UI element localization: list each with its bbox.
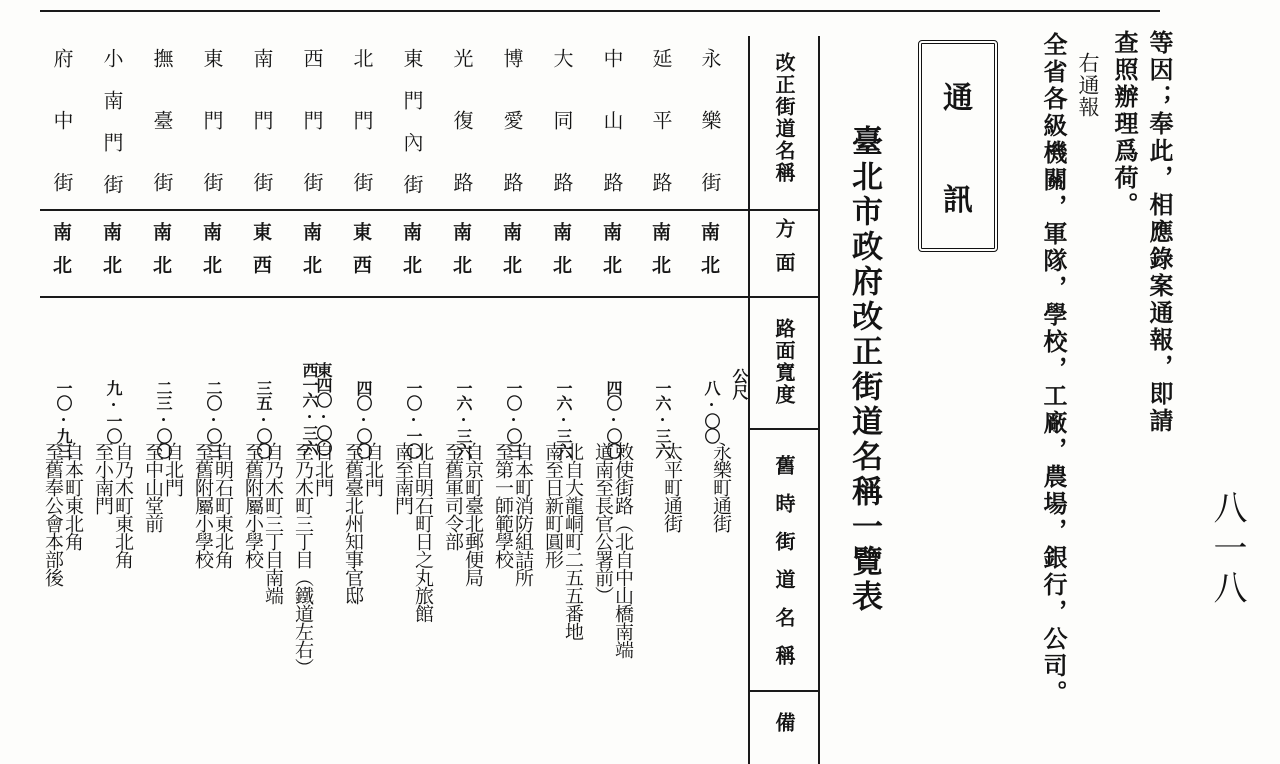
row-old-name: 自乃木町東北角 [112,442,134,568]
row-street-name: 東門內街 [400,48,424,216]
header-street-name: 改正街道名稱 [772,52,796,184]
row-old-name: 自本町消防組詰所 [512,442,534,586]
row-direction: 南北 [200,222,222,288]
row-direction: 南北 [550,222,572,288]
row-old-name: 至舊臺北州知事官邸 [342,442,364,604]
badge-char-2: 訊 [943,183,973,218]
row-direction: 南北 [450,222,472,288]
row-width-part: 東四〇·〇〇 [314,362,333,455]
row-width: 二〇·〇三 [204,380,223,458]
notice-line-2: 查照辦理爲荷。 [1110,30,1139,219]
row-divider-3 [748,428,818,430]
row-old-name: 至中山堂前 [142,442,164,532]
page-number: 八一八 [1207,490,1247,610]
row-street-name: 東門街 [200,48,224,234]
row-direction: 南北 [150,222,172,288]
row-street-name: 北門街 [350,48,374,234]
row-old-name: 自北門 [162,442,184,496]
row-street-name: 西門街 [300,48,324,234]
notice-line-1: 等因；奉此，相應錄案通報，即請 [1145,30,1174,435]
row-width: 三五·〇〇 [254,380,273,458]
row-width: 一〇·〇三 [504,380,523,458]
row-divider-4 [748,690,818,692]
row-street-name: 府中街 [50,48,74,234]
row-street-name: 撫臺街 [150,48,174,234]
row-old-name: 自乃木町三丁目南端 [262,442,284,604]
row-direction: 南北 [500,222,522,288]
row-width: 二三·〇〇 [154,380,173,458]
notice-line-3: 右通報 [1076,52,1100,118]
row-old-name: 敕使街路（北自中山橋南端 [612,442,634,658]
table-right-border [818,36,820,764]
row-divider-2 [40,296,818,298]
row-street-name: 延平路 [649,48,673,234]
notice-line-4: 全省各級機關，軍隊，學校，工廠，農場，銀行，公司。 [1039,32,1068,707]
page-top-rule [40,10,1160,12]
row-old-name: 至第一師範學校 [492,442,514,568]
row-width: 一六·三六 [454,380,473,458]
row-street-name: 光復路 [450,48,474,234]
row-direction: 南北 [698,222,720,288]
row-old-name: 南至日新町圓形 [542,442,564,568]
row-old-name: 北自明石町日之丸旅館 [412,442,434,622]
row-direction: 南北 [300,222,322,288]
row-width: 一〇·一〇 [404,380,423,458]
row-old-name: 自北門 [312,442,334,496]
header-direction: 方面 [772,218,796,286]
row-old-name: 至舊奉公會本部後 [42,442,64,586]
row-direction: 南北 [100,222,122,288]
row-street-name: 南門街 [250,48,274,234]
row-street-name: 中山路 [600,48,624,234]
row-street-name: 博愛路 [500,48,524,234]
row-old-name: 自京町臺北郵便局 [462,442,484,586]
row-old-name: 太平町通街 [661,442,683,532]
row-old-name: 南至南門 [392,442,414,514]
row-street-name: 永樂街 [698,48,722,234]
row-direction: 東西 [350,222,372,288]
width-unit-label: 公尺 [730,368,749,400]
row-old-name: 北自大龍峒町二五五番地 [562,442,584,640]
notice-badge [918,40,998,252]
row-direction: 東西 [250,222,272,288]
row-direction: 南北 [400,222,422,288]
row-old-name: 永樂町通街 [710,442,732,532]
row-old-name: 至小南門 [92,442,114,514]
badge-char-1: 通 [943,81,973,116]
row-old-name: 道南至長官公署前） [592,442,614,604]
row-width-part: 西一六·三六 [300,362,319,455]
row-width: 一〇·九三 [54,380,73,458]
row-street-name: 小南門街 [100,48,124,216]
row-width: 四〇·〇〇 [604,380,623,458]
row-old-name: 自明石町東北角 [212,442,234,568]
row-street-name: 大同路 [550,48,574,234]
row-direction: 南北 [50,222,72,288]
row-width: 九·一〇 [104,380,123,443]
row-old-name: 至舊附屬小學校 [242,442,264,568]
row-old-name: 至乃木町三丁目（鐵道左右） [292,442,314,676]
row-old-name: 自本町東北角 [62,442,84,550]
row-width: 一六·三六 [653,380,672,458]
row-width: 四〇·〇〇 [354,380,373,458]
row-direction: 南北 [649,222,671,288]
row-old-name: 自北門 [362,442,384,496]
table-title: 臺北市政府改正街道名稱一覽表 [846,125,882,615]
table-header-divider [748,36,750,764]
header-remarks: 備 [772,712,796,734]
row-width: 一六·三六 [554,380,573,458]
row-old-name: 至舊軍司令部 [442,442,464,550]
header-width: 路面寬度 [772,318,796,406]
row-old-name: 至舊附屬小學校 [192,442,214,568]
header-old-name: 舊時街道名稱 [772,455,796,683]
row-direction: 南北 [600,222,622,288]
row-width: 八·〇〇 [702,380,721,443]
